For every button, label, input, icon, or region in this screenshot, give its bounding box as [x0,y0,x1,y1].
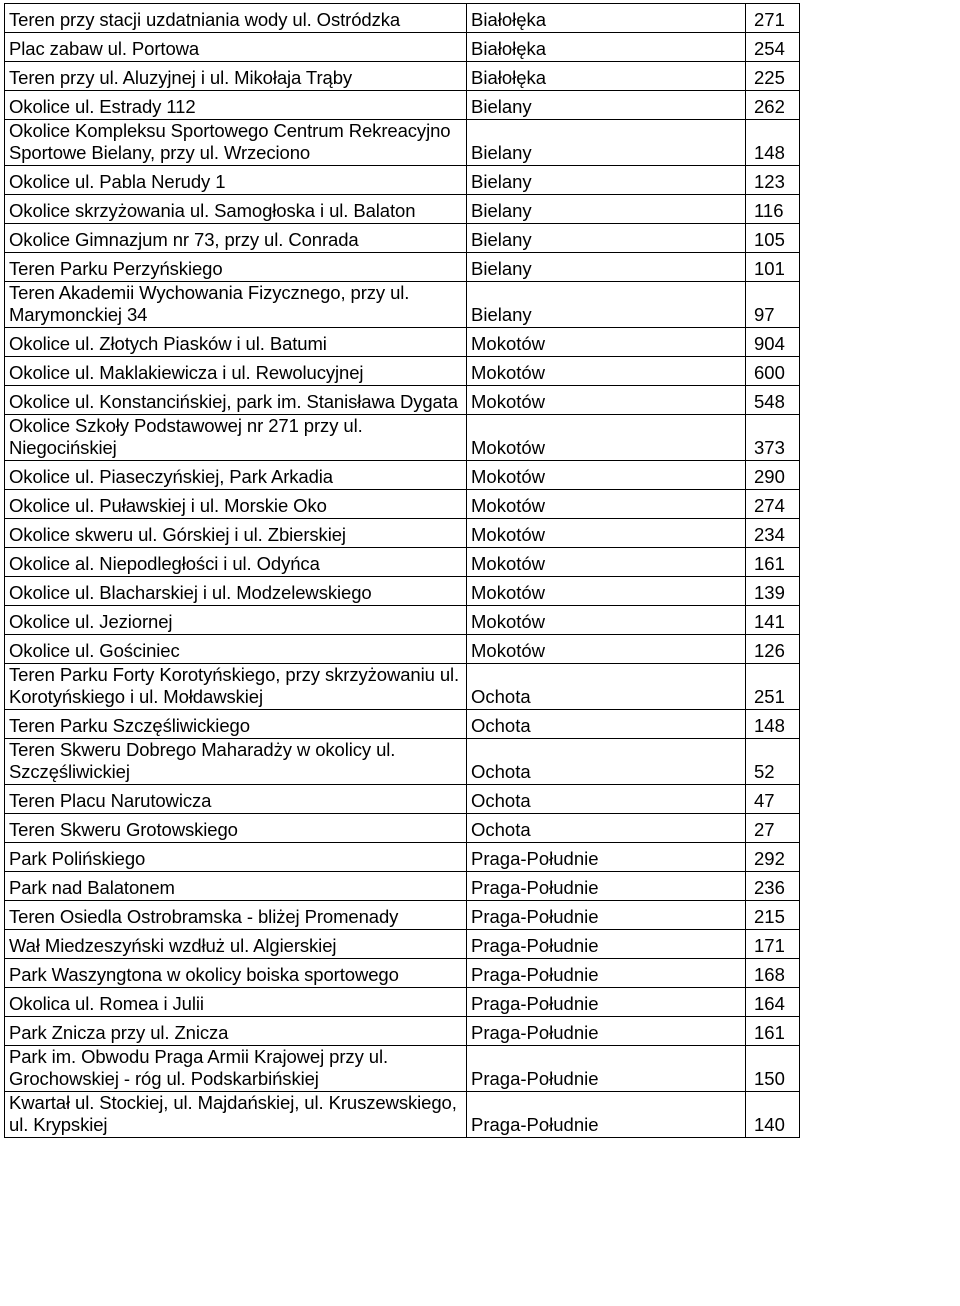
table-row [5,282,800,328]
district-cell: Praga-Południe [467,959,746,988]
location-cell: Teren przy ul. Aluzyjnej i ul. Mikołaja Trąby [5,62,467,91]
count-cell: 139 [746,577,800,606]
district-cell: Białołęka [467,4,746,33]
district-cell: Praga-Południe [467,988,746,1017]
district-cell: Ochota [467,739,746,785]
locations-table [4,3,800,1138]
district-cell: Bielany [467,224,746,253]
table-row [5,1046,800,1092]
location-cell: Okolice ul. Estrady 112 [5,91,467,120]
count-cell: 168 [746,959,800,988]
count-cell: 150 [746,1046,800,1092]
count-cell: 141 [746,606,800,635]
district-cell: Mokotów [467,577,746,606]
district-cell: Praga-Południe [467,930,746,959]
table-row [5,548,800,577]
count-cell: 904 [746,328,800,357]
table-row [5,195,800,224]
table-row [5,739,800,785]
district-cell: Mokotów [467,328,746,357]
count-cell: 600 [746,357,800,386]
table-row [5,519,800,548]
district-cell: Bielany [467,195,746,224]
table-row [5,710,800,739]
location-cell: Okolice Gimnazjum nr 73, przy ul. Conrada [5,224,467,253]
table-row [5,253,800,282]
count-cell: 47 [746,785,800,814]
count-cell: 105 [746,224,800,253]
location-cell: Teren Parku Szczęśliwickiego [5,710,467,739]
location-cell: Park im. Obwodu Praga Armii Krajowej przy ul. Grochowskiej - róg ul. Podskarbińskiej [5,1046,467,1092]
table-row [5,224,800,253]
district-cell: Białołęka [467,33,746,62]
count-cell: 97 [746,282,800,328]
count-cell: 271 [746,4,800,33]
table-row [5,872,800,901]
location-cell: Teren Parku Perzyńskiego [5,253,467,282]
district-cell: Mokotów [467,606,746,635]
table-row [5,1017,800,1046]
count-cell: 262 [746,91,800,120]
count-cell: 116 [746,195,800,224]
district-cell: Mokotów [467,357,746,386]
table-row [5,386,800,415]
table-row [5,415,800,461]
location-cell: Okolice al. Niepodległości i ul. Odyńca [5,548,467,577]
count-cell: 274 [746,490,800,519]
count-cell: 234 [746,519,800,548]
location-cell: Okolica ul. Romea i Julii [5,988,467,1017]
location-cell: Okolice skweru ul. Górskiej i ul. Zbierskiej [5,519,467,548]
district-cell: Bielany [467,120,746,166]
count-cell: 140 [746,1092,800,1138]
count-cell: 225 [746,62,800,91]
location-cell: Okolice ul. Pabla Nerudy 1 [5,166,467,195]
table-row [5,120,800,166]
location-cell: Okolice ul. Piaseczyńskiej, Park Arkadia [5,461,467,490]
table-row [5,33,800,62]
location-cell: Okolice ul. Jeziornej [5,606,467,635]
table-row [5,490,800,519]
table-row [5,664,800,710]
count-cell: 290 [746,461,800,490]
count-cell: 148 [746,710,800,739]
count-cell: 171 [746,930,800,959]
count-cell: 548 [746,386,800,415]
count-cell: 126 [746,635,800,664]
location-cell: Park Polińskiego [5,843,467,872]
district-cell: Praga-Południe [467,1092,746,1138]
district-cell: Ochota [467,710,746,739]
district-cell: Białołęka [467,62,746,91]
count-cell: 292 [746,843,800,872]
table-row [5,328,800,357]
table-row [5,635,800,664]
table-row [5,357,800,386]
location-cell: Teren Akademii Wychowania Fizycznego, przy ul. Marymonckiej 34 [5,282,467,328]
district-cell: Ochota [467,785,746,814]
table-row [5,959,800,988]
count-cell: 373 [746,415,800,461]
table-row [5,4,800,33]
table-row [5,91,800,120]
count-cell: 236 [746,872,800,901]
table-row [5,62,800,91]
location-cell: Okolice ul. Konstancińskiej, park im. Stanisława Dygata [5,386,467,415]
table-body [5,4,800,1138]
location-cell: Teren Skweru Dobrego Maharadży w okolicy ul. Szczęśliwickiej [5,739,467,785]
count-cell: 27 [746,814,800,843]
location-cell: Okolice ul. Puławskiej i ul. Morskie Oko [5,490,467,519]
location-cell: Okolice ul. Maklakiewicza i ul. Rewolucyjnej [5,357,467,386]
location-cell: Teren Parku Forty Korotyńskiego, przy skrzyżowaniu ul. Korotyńskiego i ul. Mołdawskiej [5,664,467,710]
district-cell: Bielany [467,91,746,120]
district-cell: Bielany [467,282,746,328]
district-cell: Praga-Południe [467,843,746,872]
table-row [5,930,800,959]
count-cell: 251 [746,664,800,710]
count-cell: 161 [746,1017,800,1046]
table-row [5,461,800,490]
location-cell: Wał Miedzeszyński wzdłuż ul. Algierskiej [5,930,467,959]
district-cell: Mokotów [467,415,746,461]
location-cell: Teren Osiedla Ostrobramska - bliżej Promenady [5,901,467,930]
count-cell: 215 [746,901,800,930]
table-row [5,901,800,930]
table-row [5,606,800,635]
district-cell: Bielany [467,253,746,282]
district-cell: Mokotów [467,386,746,415]
district-cell: Ochota [467,664,746,710]
location-cell: Okolice Kompleksu Sportowego Centrum Rekreacyjno Sportowe Bielany, przy ul. Wrzeciono [5,120,467,166]
location-cell: Teren Skweru Grotowskiego [5,814,467,843]
district-cell: Ochota [467,814,746,843]
location-cell: Plac zabaw ul. Portowa [5,33,467,62]
location-cell: Teren przy stacji uzdatniania wody ul. Ostródzka [5,4,467,33]
location-cell: Kwartał ul. Stockiej, ul. Majdańskiej, ul. Kruszewskiego, ul. Krypskiej [5,1092,467,1138]
district-cell: Mokotów [467,490,746,519]
location-cell: Okolice skrzyżowania ul. Samogłoska i ul. Balaton [5,195,467,224]
location-cell: Okolice ul. Blacharskiej i ul. Modzelewskiego [5,577,467,606]
district-cell: Mokotów [467,461,746,490]
district-cell: Praga-Południe [467,901,746,930]
location-cell: Okolice ul. Gościniec [5,635,467,664]
location-cell: Okolice ul. Złotych Piasków i ul. Batumi [5,328,467,357]
count-cell: 164 [746,988,800,1017]
table-row [5,785,800,814]
table-row [5,988,800,1017]
count-cell: 52 [746,739,800,785]
district-cell: Mokotów [467,635,746,664]
count-cell: 123 [746,166,800,195]
district-cell: Praga-Południe [467,872,746,901]
count-cell: 101 [746,253,800,282]
table-row [5,1092,800,1138]
location-cell: Park Waszyngtona w okolicy boiska sportowego [5,959,467,988]
count-cell: 148 [746,120,800,166]
table-row [5,166,800,195]
table-row [5,843,800,872]
location-cell: Okolice Szkoły Podstawowej nr 271 przy ul. Niegocińskiej [5,415,467,461]
district-cell: Praga-Południe [467,1017,746,1046]
district-cell: Bielany [467,166,746,195]
table-row [5,814,800,843]
district-cell: Mokotów [467,519,746,548]
district-cell: Praga-Południe [467,1046,746,1092]
district-cell: Mokotów [467,548,746,577]
table-row [5,577,800,606]
count-cell: 254 [746,33,800,62]
location-cell: Park Znicza przy ul. Znicza [5,1017,467,1046]
location-cell: Park nad Balatonem [5,872,467,901]
count-cell: 161 [746,548,800,577]
location-cell: Teren Placu Narutowicza [5,785,467,814]
